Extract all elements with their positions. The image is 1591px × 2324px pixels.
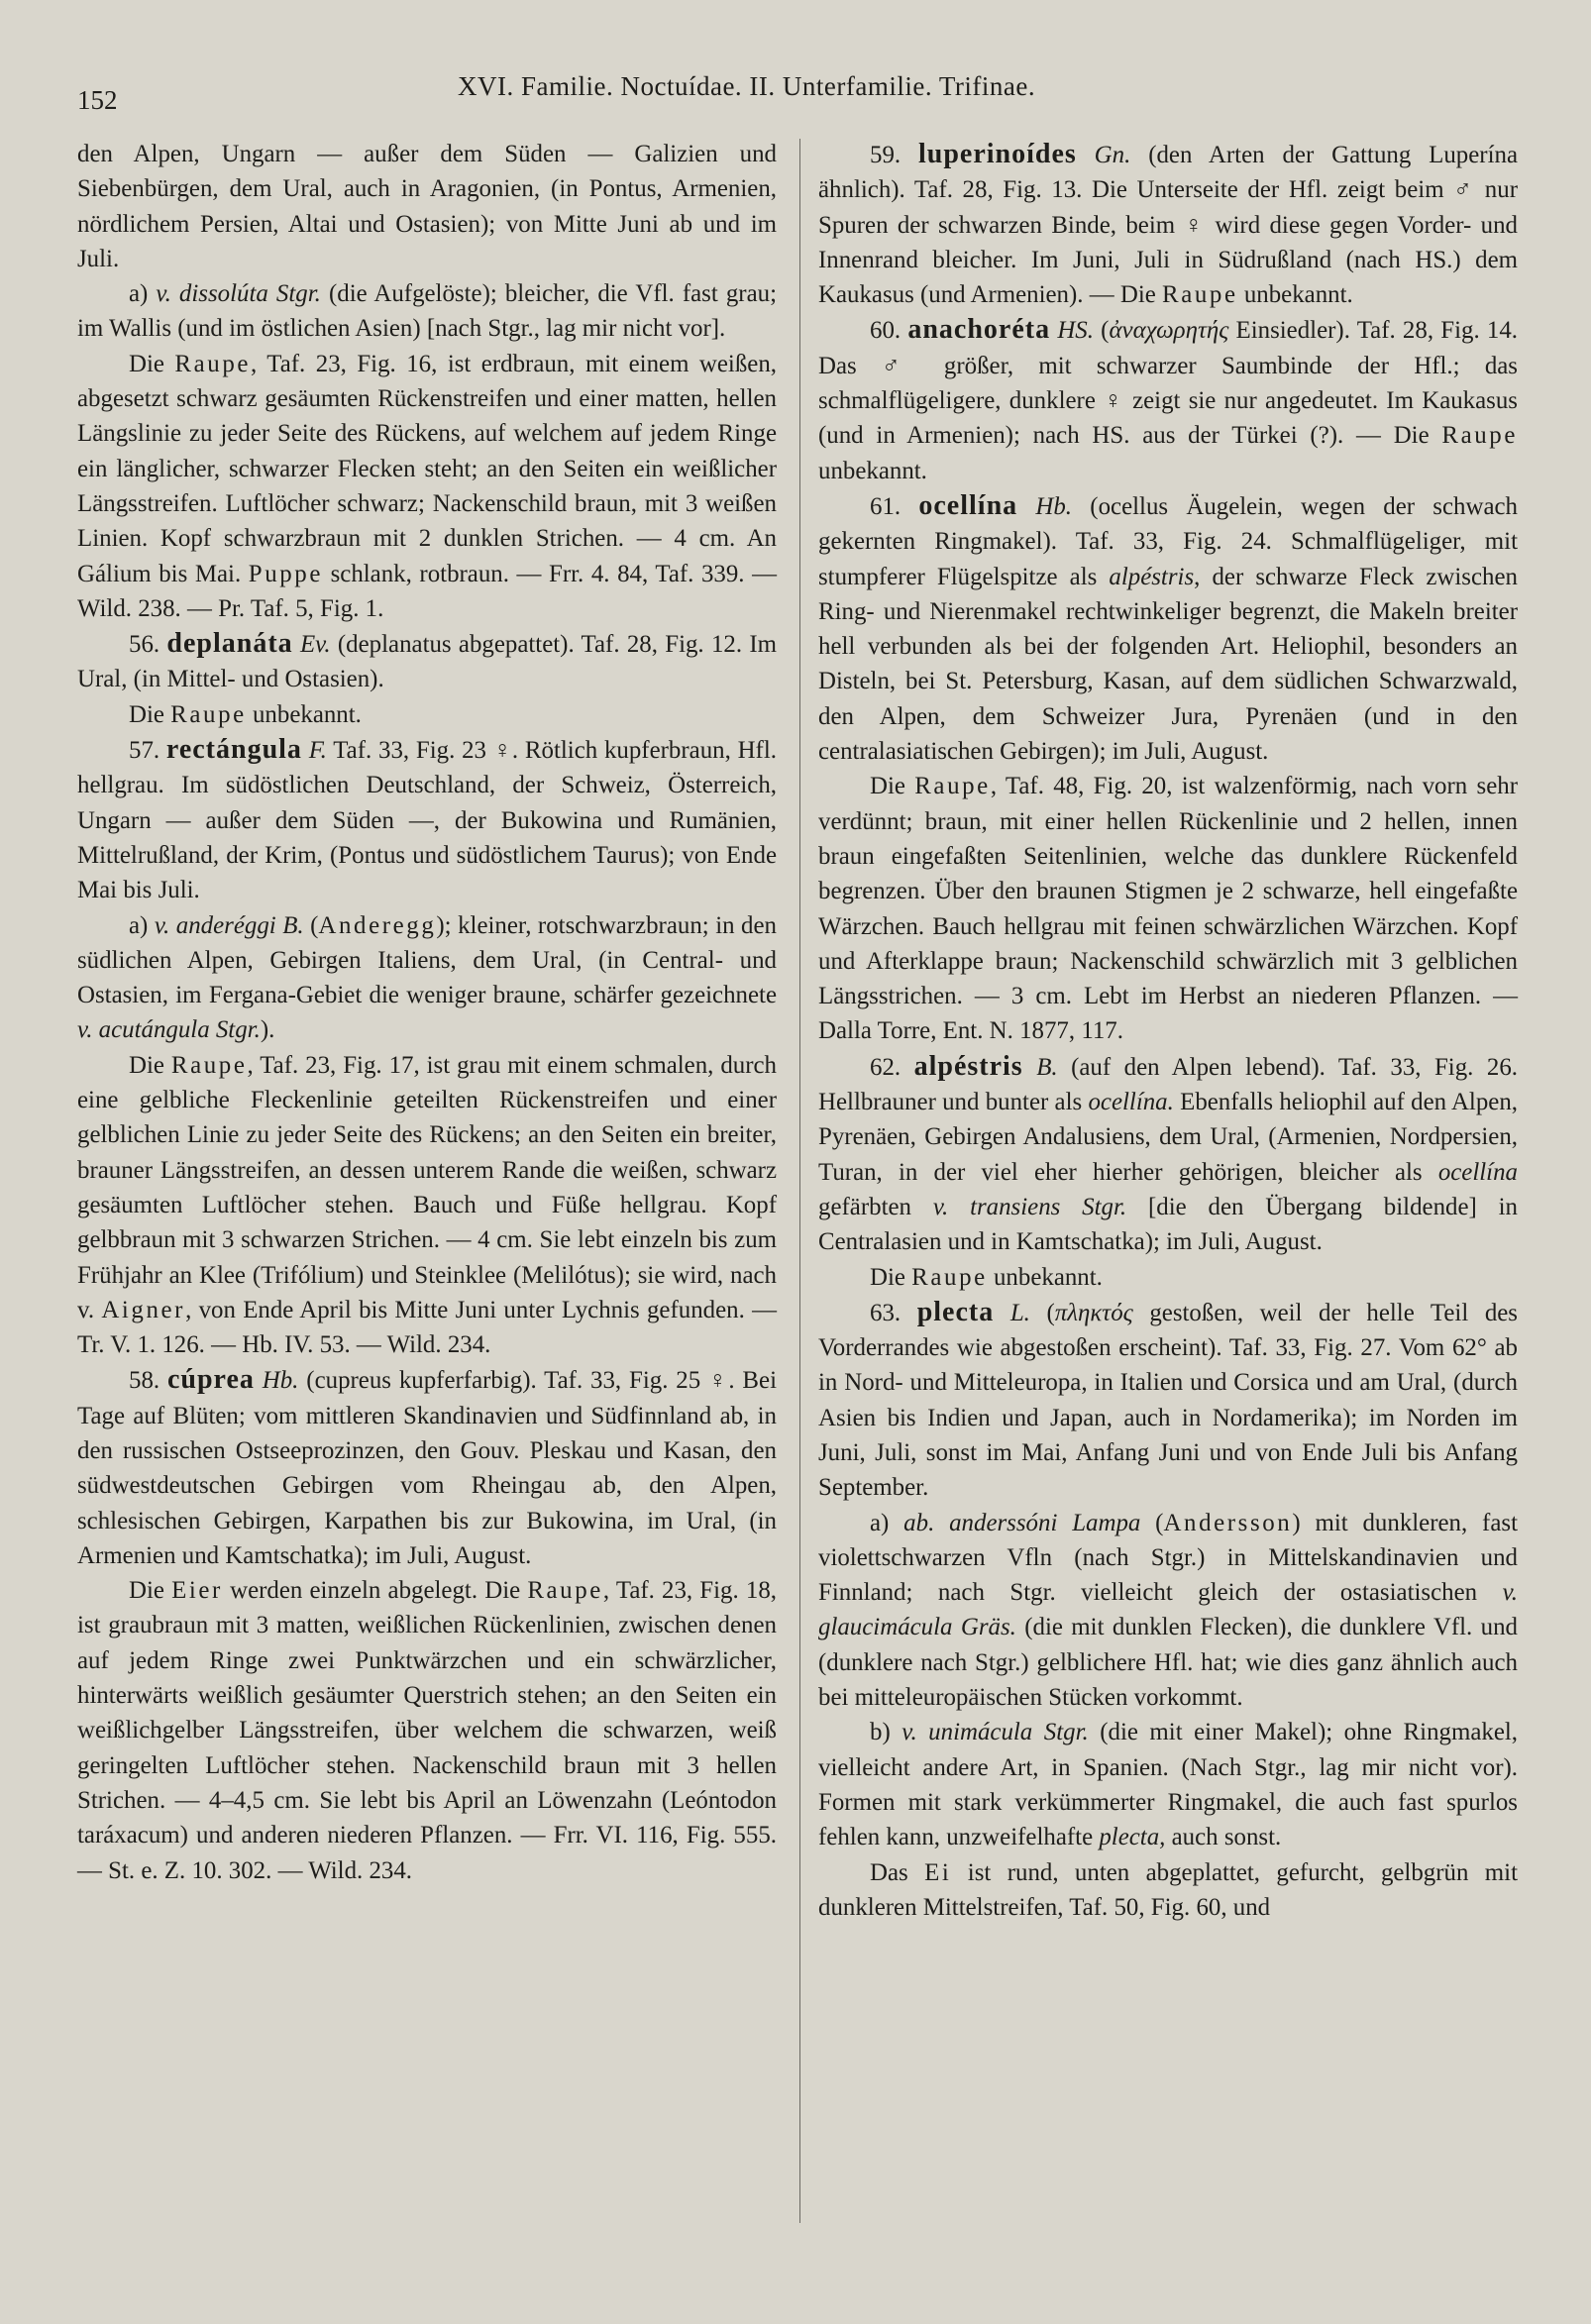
text-run: 56. xyxy=(129,631,167,659)
text-run: 62. xyxy=(870,1053,914,1081)
variety-name: ab. anderssóni Lampa xyxy=(903,1509,1141,1536)
spaced-term: Raupe xyxy=(914,773,991,800)
text-run: (cupreus kupferfarbig). Taf. 33, Fig. 25 ♀. Bei Tage auf Blüten; vom mittleren Skandinavien und Südfinnland ab, in den russischen Ostseeprozinzen, den Gouv. Pleskau und Kasan, den südwestdeutschen Gebirgen vom Rheingau ab, den Alpen, schlesischen Gebirgen, Karpathen bis zur Bukowina, im Ural, (in Armenien und Kamtschatka); im Juli, August. xyxy=(77,1367,777,1569)
text-paragraph xyxy=(77,732,777,907)
text-paragraph xyxy=(77,347,777,626)
text-run: Die xyxy=(870,773,915,800)
spaced-term: Raupe xyxy=(170,700,247,728)
text-run: werden einzeln abgelegt. Die xyxy=(222,1577,528,1605)
variety-name: v. glaucimácula Gräs. xyxy=(818,1579,1518,1641)
author-citation: HS. xyxy=(1057,317,1094,345)
spaced-term: Raupe xyxy=(170,1051,248,1079)
text-paragraph xyxy=(818,312,1518,487)
species-name: alpéstris xyxy=(913,1050,1023,1082)
text-run: (ocellus Äugelein, wegen der schwach gekernten Ringmakel). Taf. 33, Fig. 24. Schmalflügeliger, mit stumpferer Flügelspitze als xyxy=(818,492,1518,590)
species-name: cúprea xyxy=(166,1364,255,1396)
text-paragraph xyxy=(818,1260,1518,1295)
text-run: Die xyxy=(129,700,171,728)
text-paragraph xyxy=(77,626,777,697)
text-run: ( xyxy=(1093,317,1110,345)
text-run: , Taf. 23, Fig. 16, ist erdbraun, mit einem weißen, abgesetzt schwarz gesäumten Rückenstreifen und einer matten, hellen Längslinie zu jeder Seite des Rückens, auf welchem auf jedem Ringe ein länglicher, schwarzer Flecken steht; an den Seiten ein weißlicher Längsstreifen. Luftlöcher schwarz; Nackenschild braun, mit 3 weißen Linien. Kopf schwarzbraun mit 2 dunklen Strichen. — 4 cm. An Gálium bis Mai. xyxy=(77,350,777,587)
text-run: b) xyxy=(870,1719,902,1746)
text-paragraph xyxy=(77,1048,777,1363)
text-run: Die xyxy=(129,1051,171,1079)
variety-name: v. dissolúta Stgr. xyxy=(156,280,321,308)
text-run: ( xyxy=(1140,1509,1164,1536)
text-run: (deplanatus abgepattet). Taf. 28, Fig. 12. Im Ural, (in Mittel- und Ostasien). xyxy=(77,631,777,693)
text-paragraph xyxy=(818,1049,1518,1260)
text-run: , der schwarze Fleck zwischen Ring- und Nierenmakel rechtwinkeliger begrenzt, die Makeln breiter hell verbunden als bei der folgenden Art. Heliophil, besonders an Disteln, bei St. Petersburg, Kasan, auf dem südlichen Schwarzwald, den Alpen, dem Schweizer Jura, Pyrenäen (und in den centralasiatischen Gebirgen); im Juli, August. xyxy=(818,563,1518,766)
text-paragraph xyxy=(818,1855,1518,1926)
variety-name: v. acutángula Stgr. xyxy=(77,1016,261,1044)
text-run xyxy=(994,1300,1010,1326)
text-run: Die xyxy=(870,1263,912,1291)
text-run: 61. xyxy=(870,492,919,520)
text-run: ( xyxy=(1029,1299,1055,1326)
text-run: gestoßen, weil der helle Teil des Vorderrandes wie abgestoßen erscheint). Taf. 33, Fig. 27. Vom 62° ab in Nord- und Mitteleuropa, in Italien und Corsica und am Ural, (durch Asien bis Indien und Japan, auch in Nordamerika); im Norden im Juni, Juli, sonst im Mai, Anfang Juni und von Ende Juli bis Anfang September. xyxy=(818,1299,1518,1502)
author-citation: F. xyxy=(308,737,327,765)
variety-name: v. anderéggi B. xyxy=(154,911,304,939)
text-run: a) xyxy=(129,911,155,939)
text-run: unbekannt. xyxy=(987,1263,1103,1291)
text-run: 58. xyxy=(129,1367,167,1395)
variety-name: v. transiens Stgr. xyxy=(932,1193,1127,1220)
text-run: ist rund, unten abgeplattet, gefurcht, gelbgrün mit dunkleren Mittelstreifen, Taf. 50, Fig. 60, und xyxy=(818,1858,1518,1921)
text-run: a) xyxy=(129,280,157,308)
text-run: Ebenfalls heliophil auf den Alpen, Pyrenäen, Gebirgen Andalusiens, dem Ural, (Armenien, Nordpersien, Turan, in der viel eher hierher gehörigen, bleicher als xyxy=(818,1089,1519,1186)
text-run: 63. xyxy=(870,1299,917,1326)
text-run: (die mit einer Makel); ohne Ringmakel, vielleicht andere Art, in Spanien. (Nach Stgr., lag mir nicht vor). Formen mit stark verkümmerter Ringmakel, die auch fast spurlos fehlen kann, unzweifelhafte xyxy=(818,1719,1518,1851)
text-run: (die Aufgelöste); bleicher, die Vfl. fast grau; im Wallis (und im östlichen Asien) [nach Stgr., lag mir nicht vor]. xyxy=(77,280,777,343)
text-run: unbekannt. xyxy=(246,700,362,728)
species-name: anachoréta xyxy=(907,314,1051,346)
text-run xyxy=(1077,142,1095,168)
text-paragraph xyxy=(77,697,777,732)
text-run xyxy=(302,737,309,764)
author-citation: B. xyxy=(1036,1053,1058,1081)
author-citation: L. xyxy=(1009,1299,1030,1326)
right-column xyxy=(818,137,1518,1925)
spaced-term: Raupe xyxy=(911,1263,988,1291)
text-run: unbekannt. xyxy=(1237,281,1353,309)
spaced-term: Anderegg xyxy=(318,911,437,939)
text-run xyxy=(255,1367,263,1394)
variety-name: ocellína. xyxy=(1088,1089,1174,1116)
text-run xyxy=(293,631,300,658)
author-citation: Hb. xyxy=(262,1367,299,1395)
species-name: luperinoídes xyxy=(917,139,1077,169)
text-run: 60. xyxy=(870,317,908,345)
text-run: Das xyxy=(870,1858,925,1886)
text-run: ). xyxy=(260,1016,275,1044)
variety-name: ocellína xyxy=(1437,1158,1518,1186)
spaced-term: Raupe xyxy=(1162,281,1238,309)
text-run: auch sonst. xyxy=(1165,1824,1282,1851)
spaced-term: Aigner xyxy=(101,1296,186,1323)
author-citation: Gn. xyxy=(1094,142,1131,168)
text-run xyxy=(1023,1054,1036,1081)
spaced-term: Ei xyxy=(924,1858,952,1886)
spaced-term: Raupe xyxy=(174,350,252,377)
text-run: , Taf. 23, Fig. 17, ist grau mit einem schmalen, durch eine gelbliche Fleckenlinie geteilten Rückenstreifen und einer gelblichen Linie zu jeder Seite des Rückens; an den Seiten ein breiter, brauner Längsstreifen, an dessen unterem Rande die weißen, schwarz gesäumten Luftlöcher stehen. Bauch und Füße hellgrau. Kopf gelbbraun mit 3 schwarzen Strichen. — 4 cm. Sie lebt einzeln bis zum Frühjahr an Klee (Trifólium) und Steinklee (Melilótus); sie wird, nach v. xyxy=(77,1051,777,1323)
text-paragraph xyxy=(818,769,1518,1048)
left-column xyxy=(77,137,777,1888)
author-citation: Hb. xyxy=(1035,492,1073,520)
text-run: ) mit dunkleren, fast violettschwarzen Vfln (nach Stgr.) in Mittelskandinavien und Finnland; nach Stgr. vielleicht gleich der ostasiatischen xyxy=(818,1509,1518,1607)
spaced-term: Raupe xyxy=(527,1577,603,1605)
text-paragraph xyxy=(818,1295,1518,1506)
text-run: 59. xyxy=(870,142,918,168)
text-run: , von Ende April bis Mitte Juni unter Lychnis gefunden. — Tr. V. 1. 126. — Hb. IV. 53. — Wild. 234. xyxy=(77,1296,777,1359)
text-run: (den Arten der Gattung Luperína ähnlich). Taf. 28, Fig. 13. Die Unterseite der Hfl. zeigt beim ♂ nur Spuren der schwarzen Binde, beim ♀ wird diese gegen Vorder- und Innenrand bleicher. Im Juni, Juli in Südrußland (nach HS.) dem Kaukasus (und Armenien). — Die xyxy=(818,142,1518,309)
text-run: a) xyxy=(870,1509,904,1536)
text-run: Die xyxy=(129,1577,172,1605)
variety-name: plecta, xyxy=(1099,1824,1166,1851)
text-run: (auf den Alpen lebend). Taf. 33, Fig. 26. Hellbrauner und bunter als xyxy=(818,1053,1518,1116)
text-run: (die mit dunklen Flecken), die dunklere Vfl. und (dunklere nach Stgr.) gelblichere Hfl. hat; wie dies ganz ähnlich auch bei mitteleuropäischen Stücken vorkommt. xyxy=(818,1614,1518,1712)
species-name: plecta xyxy=(916,1296,995,1327)
text-paragraph xyxy=(818,1506,1518,1716)
text-paragraph xyxy=(77,1362,777,1573)
running-title: XVI. Familie. Noctuídae. II. Unterfamilie. Trifinae. xyxy=(458,71,1036,101)
variety-name: alpéstris xyxy=(1109,563,1195,590)
text-paragraph xyxy=(77,1573,777,1888)
spaced-term: Puppe xyxy=(248,560,323,587)
text-paragraph xyxy=(77,276,777,347)
species-name: rectángula xyxy=(165,734,302,766)
page-number: 152 xyxy=(77,85,118,115)
text-run: Die xyxy=(129,350,175,377)
text-paragraph xyxy=(77,908,777,1048)
text-run: 57. xyxy=(129,737,166,765)
species-name: ocellína xyxy=(918,489,1018,521)
text-paragraph xyxy=(818,488,1518,769)
text-run: Einsiedler). Taf. 28, Fig. 14. Das ♂ größer, mit schwarzer Saumbinde der Hfl.; das schmalflügeligere, dunklere ♀ zeigt sie nur angedeutet. Im Kaukasus (und in Armenien); nach HS. aus der Türkei (?). — Die xyxy=(818,317,1518,450)
text-run: , Taf. 23, Fig. 18, ist graubraun mit 3 matten, weißlichen Rückenlinien, zwischen denen auf jedem Ringe zwei Punktwärzchen und ein schwärzlicher, hinterwärts weißlich gesäumter Querstrich stehen; an den Seiten ein weißlichgelber Längsstreifen, über welchem die schwarzen, weiß geringelten Luftlöcher stehen. Nackenschild braun mit 3 hellen Strichen. — 4–4,5 cm. Sie lebt bis April an Löwenzahn (Leóntodon taráxacum) und anderen niederen Pflanzen. — Frr. VI. 116, Fig. 555. — St. e. Z. 10. 302. — Wild. 234. xyxy=(77,1577,777,1884)
text-run: ( xyxy=(303,911,319,939)
spaced-term: Andersson xyxy=(1163,1509,1293,1536)
author-citation: πληκτός xyxy=(1054,1299,1133,1326)
text-paragraph xyxy=(818,1715,1518,1854)
author-citation: Ev. xyxy=(299,631,331,659)
text-run: schlank, rotbraun. — Frr. 4. 84, Taf. 339. — Wild. 238. — Pr. Taf. 5, Fig. 1. xyxy=(77,560,777,622)
text-run: den Alpen, Ungarn — außer dem Süden — Galizien und Siebenbürgen, dem Ural, auch in Aragonien, (in Pontus, Armenien, nördlichem Persien, Altai und Ostasien); von Mitte Juni ab und im Juli. xyxy=(77,141,777,272)
variety-name: v. unimácula Stgr. xyxy=(902,1719,1089,1746)
species-name: deplanáta xyxy=(166,628,293,660)
text-run: Taf. 33, Fig. 23 ♀. Rötlich kupferbraun, Hfl. hellgrau. Im südöstlichen Deutschland, der Schweiz, Österreich, Ungarn — außer dem Süden —, der Bukowina und Rumänien, Mittelrußland, der Krim, (Pontus und südöstlichem Taurus); von Ende Mai bis Juli. xyxy=(77,737,777,904)
spaced-term: Eier xyxy=(171,1577,223,1605)
text-run xyxy=(1017,493,1035,520)
text-run: unbekannt. xyxy=(818,457,927,484)
text-run: ); kleiner, rotschwarzbraun; in den südlichen Alpen, Gebirgen Italiens, dem Ural, (in Central- und Ostasien, im Fergana-Gebiet die weniger braune, schärfer gezeichnete xyxy=(77,911,777,1009)
text-paragraph xyxy=(818,137,1518,312)
column-divider xyxy=(799,139,800,2223)
text-run: [die den Übergang bildende] in Centralasien und in Kamtschatka); im Juli, August. xyxy=(818,1193,1518,1256)
author-citation: ἀναχωρητής xyxy=(1109,317,1229,345)
text-paragraph xyxy=(77,137,777,276)
spaced-term: Raupe xyxy=(1441,422,1518,450)
text-run: gefärbten xyxy=(818,1193,933,1220)
text-run: , Taf. 48, Fig. 20, ist walzenförmig, nach vorn sehr verdünnt; braun, mit einer hellen Rückenlinie und 2 hellen, innen braun eingefaßten Seitenlinien, welche das dunklere Rückenfeld begrenzen. Über den braunen Stigmen je 2 schwarze, hell eingefaßte Wärzchen. Bauch hellgrau mit feinen schwärzlichen Wärzchen. Kopf und Afterklappe braun; Nackenschild schwärzlich mit 3 gelblichen Längsstrichen. — 3 cm. Lebt im Herbst an niederen Pflanzen. — Dalla Torre, Ent. N. 1877, 117. xyxy=(818,773,1518,1045)
